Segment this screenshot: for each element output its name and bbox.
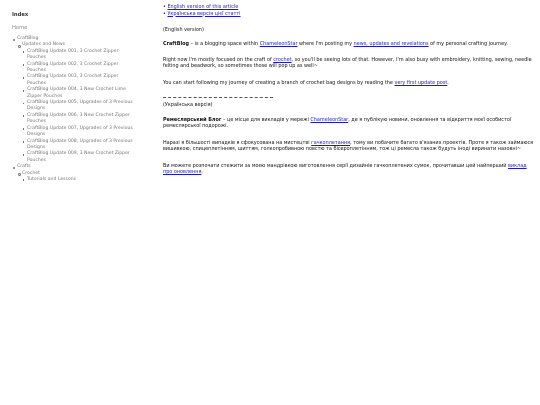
nav-sub-craftblog [17, 42, 137, 164]
text: . [201, 169, 203, 176]
nav-update-label[interactable]: CraftBlog Update 005, Upgrades of 3 Previous Designs [27, 100, 133, 112]
nav-item-update[interactable] [27, 151, 137, 164]
nav-update-label[interactable]: CraftBlog Update 002, 3 Crochet Zipper Pouches [27, 61, 119, 74]
ukrainian-heading: (Українська версія) [163, 102, 213, 108]
nav-label-crafts[interactable]: Crafts [17, 164, 31, 170]
crochet-link[interactable]: crochet [273, 57, 292, 63]
english-version-link[interactable]: English version of this article [167, 4, 239, 10]
ua-paragraph-1 [163, 117, 535, 129]
en-paragraph-2 [163, 57, 535, 69]
text: where I'm posting my [297, 41, 354, 47]
nav-update-label[interactable]: CraftBlog Update 007, Upgrades of 3 Previous Designs [27, 125, 133, 138]
text: , тому ви побачите багато в'язаних проектів. Проте я також займаюся вишивкою, спицеплетінням, шиттям, голкопробивною повстю та бісероплетінням, тож ці ремесла також будуть іноді виринати назовні~ [163, 140, 534, 153]
chameleonstar-ua-link[interactable]: ChameleonStar [310, 117, 349, 123]
text: , so you'll be seeing lots of that. However, I'm also busy with embroidery, knitting, sewing, needle felting and beadwork, so sometimes those will pop up as well~ [163, 57, 532, 70]
nav-update-label[interactable]: CraftBlog Update 008, Upgrades of 3 Previous Designs [27, 138, 133, 150]
nav-update-label[interactable]: CraftBlog Update 006, 3 New Crochet Zipper Pouches [27, 112, 130, 125]
index-title: Index [12, 12, 29, 18]
text: . [447, 80, 449, 86]
text: Наразі я більшості випадків я сфокусована на мистецтві [163, 140, 312, 146]
ukrainian-version-link[interactable]: Українська версія цієї статті [167, 10, 241, 17]
first-update-post-link[interactable]: very first update post [394, 80, 448, 86]
divider [163, 97, 273, 98]
nav-item-updates-news[interactable] [22, 42, 137, 164]
text: of my personal crafting journey. [428, 41, 508, 47]
nav-label-crochet[interactable]: Crochet [22, 170, 40, 176]
nav-item-update[interactable] [27, 100, 137, 113]
nav-item-update[interactable] [27, 87, 137, 100]
nav-updates-list [22, 49, 137, 164]
nav-item-update[interactable] [27, 49, 137, 62]
lang-link-en-row: • English version of this article [163, 4, 239, 10]
text: Right now I'm mostly focused on the craft of [163, 57, 274, 63]
ua-paragraph-3 [163, 163, 535, 175]
crochet-ua-link[interactable]: гачкоплетання [311, 140, 351, 146]
first-update-ua-link[interactable]: виклад про оновлення [163, 163, 527, 176]
nav-item-crafts[interactable] [17, 164, 137, 183]
text: – is a blogging space within [189, 41, 260, 47]
craftblog-ua-bold: Ремеслярський Блог [163, 117, 222, 123]
text: – це місце для викладів у мережі [221, 117, 311, 123]
nav-item-update[interactable] [27, 62, 137, 75]
text: Ви можете розпочати стежити за моєю мандрівкою виготовлення серії дизайнів гачкоплетених сумок, прочитавши цей найперший [163, 163, 509, 169]
lang-link-ua-row: • Українська версія цієї статті [163, 10, 241, 17]
nav-item-update[interactable] [27, 126, 137, 139]
english-heading: (English version) [163, 26, 204, 33]
nav-item-update[interactable] [27, 113, 137, 126]
nav-label-updates-news[interactable]: Updates and News [22, 42, 66, 48]
craftblog-bold: CraftBlog [163, 41, 190, 47]
text: , де я публікую новини, оновлення та відкриття моєї особистої ремеслярської подорожі. [163, 117, 512, 130]
ua-paragraph-2 [163, 140, 535, 152]
nav-item-craftblog[interactable] [17, 36, 137, 164]
nav-sub-crafts [17, 171, 137, 184]
text: You can start following my journey of creating a branch of crochet bag designs by reading the [163, 80, 395, 86]
en-paragraph-3 [163, 80, 535, 86]
en-paragraph-1 [163, 41, 535, 47]
nav-update-label[interactable]: CraftBlog Update 003, 3 Crochet Zipper Pouches [27, 74, 119, 86]
nav-item-crochet[interactable] [22, 171, 137, 184]
nav-label-tutorials[interactable]: Tutorials and Lessons [27, 176, 77, 182]
nav-update-label[interactable]: CraftBlog Update 009, 3 New Crochet Zipper Pouches [27, 151, 130, 163]
home-link[interactable]: Home [12, 25, 28, 31]
nav-tree [17, 36, 137, 183]
news-updates-link[interactable]: news, updates and revelations [353, 41, 429, 47]
nav-item-tutorials[interactable] [27, 177, 137, 183]
nav-item-update[interactable] [27, 74, 137, 87]
nav-label-craftblog[interactable]: CraftBlog [17, 36, 39, 41]
nav-crochet-list [22, 177, 137, 183]
nav-update-label[interactable]: CraftBlog Update 004, 3 New Crochet Lime Zipper Pouches [27, 87, 126, 99]
chameleonstar-link[interactable]: ChameleonStar [259, 41, 298, 47]
nav-item-update[interactable] [27, 139, 137, 152]
nav-update-label[interactable]: CraftBlog Update 001, 3 Crochet Zipper Pouches [27, 48, 119, 61]
